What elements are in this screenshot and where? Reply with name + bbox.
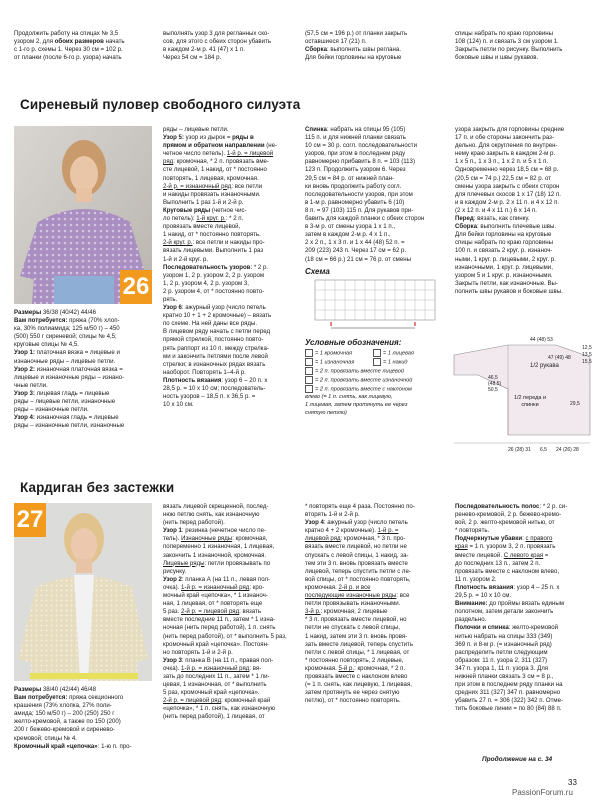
text-line: стрелки; в изнаночных рядах вязать <box>163 360 266 368</box>
text-line: ло петель): 1-й круг. р.: * 2 п. <box>163 215 244 223</box>
text-line: но повторять 1-й и 2-й р. <box>163 648 233 656</box>
text-line: закончить 1 изнаночной, кромочная. <box>163 551 267 559</box>
text-line: с 1-го р. схемы 1. Через 30 см = 102 р. <box>14 46 123 54</box>
text-line: Полочки и спинка: желто-кремовой <box>455 624 559 632</box>
top-col-3 <box>305 30 445 62</box>
text-line: * повторять еще 4 раза. Постоянно по- <box>305 503 415 510</box>
text-line: 29,5 р. = 10 х 10 см. <box>455 592 512 600</box>
text-line: петли провязывать изнаночными. <box>305 600 401 608</box>
text-line: 108 (124) п. и связать 3 см узором 1. <box>455 38 559 46</box>
text-line: вязать лицевыми. Выполнить 1 раз <box>163 247 264 255</box>
svg-text:15,5: 15,5 <box>582 359 592 365</box>
text-line: полотном, затем детали закончить <box>455 608 554 616</box>
top-col-1 <box>14 30 154 62</box>
text-line: очка). 1-й р. = изнаночный ряд: вя- <box>163 664 262 672</box>
text-line: крашения (73% хлопка, 27% поли- <box>14 702 112 710</box>
text-line: зать вместе лицевой, теперь спустить <box>305 640 414 648</box>
text-line: образом: 11 п. узора 2, 311 (327) <box>455 656 548 664</box>
text-line: 1 накид, от * постоянно повторять. <box>163 231 261 239</box>
text-line: затем протянуть ее через снятую <box>305 689 400 697</box>
text-line: вместе лицевой. С левого края = <box>455 551 549 559</box>
text-line: в каждом 2-м р. 41 (47) х 1 п. <box>163 46 245 54</box>
text-line: ряды – изнаночные петли. <box>14 406 89 414</box>
text-line: наоборот. Повторять 1–4-й р. <box>163 368 246 376</box>
text-line: для плечевых скосов 1 х 17 (18) 12 п. <box>455 190 561 198</box>
section-2-title: Кардиган без застежки <box>20 480 175 495</box>
text-line: Узор 3: планка В (на 11 п., правая пол- <box>163 656 274 664</box>
top-col-4 <box>455 30 595 62</box>
legend-title: Условные обозначения: <box>305 338 402 347</box>
svg-text:1/2 рукава: 1/2 рукава <box>530 363 559 369</box>
text-line: провязать вместе с наклоном влево, <box>455 567 560 575</box>
svg-text:(48,5): (48,5) <box>488 381 502 387</box>
text-line: 11 п. узором 2. <box>455 575 497 583</box>
svg-text:46,5: 46,5 <box>488 375 498 381</box>
text-line: Лицевые ряды: петли провязывать по <box>163 559 271 567</box>
text-line: цевая, 1 изнаночная, от * выполнить <box>163 681 267 689</box>
text-line: убавить 27 п. = 306 (322) 342 п. Отме- <box>455 697 564 705</box>
sec2-left-text <box>14 686 154 751</box>
text-line: (нить перед работой), 1 лицевая, от <box>163 713 265 721</box>
text-line: 100 п. и связать 2 круг. р. изнаноч- <box>455 247 553 255</box>
text-line: петлю), от * постоянно повторять. <box>305 697 401 705</box>
text-line: * 3 п. провязать вместе лицевой, но <box>305 616 407 624</box>
text-line: Через 54 см = 184 р. <box>163 54 222 62</box>
text-line: желто-кремовой, а также по 150 (200) <box>14 718 121 726</box>
sec1-col-4 <box>455 126 595 296</box>
text-line: (500) 550 г сиреневой; спицы № 4,5; <box>14 333 117 341</box>
text-line: Последовательность узоров: * 2 р. <box>163 263 269 271</box>
text-line: лицевой, теперь спустить петли с ле- <box>305 567 411 575</box>
text-line: 347 п. узора 1, 11 п. узора 3. Для <box>455 664 549 672</box>
text-line: нему краю закрыть в каждом 2-м р. <box>455 150 556 158</box>
text-line: тем эти 3 п. вновь провязать вместе <box>305 559 408 567</box>
text-line: кромочная. 5-й р.: кромочная, * 2 п. <box>305 664 406 672</box>
text-line: 1 х 5 п., 1 х 3 п., 1 х 2 п. и 5 х 1 п. <box>455 158 549 166</box>
text-line: спицы набрать по краю горловины <box>455 239 554 247</box>
pattern-diagram: 44 (48) 53 12,5 13,5 15,5 47 (49) 48 46,5 (48,5) 50,5 29,5 26 (28) 31 6,5 24 (26) 28 1/2 рукава 1/2 переда и спинки <box>448 335 596 453</box>
text-line: вместе последние 11 п., затем * 1 изна- <box>163 616 276 624</box>
text-line: от планки (после 6-го р. узора) начать <box>14 54 122 62</box>
text-line: зать до последних 11 п., затем * 1 ли- <box>163 672 270 680</box>
text-line: при этом в последнем ряду планки на <box>455 681 563 689</box>
text-line: ными, 1 круг. р. лицевыми, 2 круг. р. <box>455 255 556 263</box>
scheme-chart <box>305 276 445 334</box>
text-line: ряды – лицевые петли, изнаночные <box>14 398 116 406</box>
svg-text:24 (26) 28: 24 (26) 28 <box>556 447 579 453</box>
text-line: чные петли. <box>14 381 48 389</box>
text-line: Вам потребуется: пряжа секционного <box>14 694 124 702</box>
continued-note: Продолжение на с. 34 <box>482 756 553 763</box>
text-line: кратно 4 + 2 кромочные). 1-й р. = <box>305 527 399 535</box>
text-line: рять. <box>163 295 178 303</box>
text-line: Размеры 38/40 (42/44) 46/48 <box>14 686 97 693</box>
text-line: В лицевом ряду начать с петли перед <box>163 328 271 336</box>
text-line: вой, 2 р. желто-кремовой нитью, от <box>455 519 555 527</box>
text-line: ночная (нить перед работой), 1 п. снять <box>163 624 276 632</box>
text-line: (18 см = 66 р.) 21 см = 76 р. от смены <box>305 255 411 263</box>
text-line: затем в каждом 2-м р. 4 х 1 п., <box>305 231 391 239</box>
text-line: 17 п. и обе стороны закончить раз- <box>455 134 554 142</box>
text-line: Сборка: выполнить плечевые швы. <box>455 223 557 231</box>
text-line: оставшиеся 17 (21) п. <box>305 38 367 46</box>
text-line: «цепочка», * 1 п. снять, как изнаночную <box>163 705 276 713</box>
text-line: повторять, 1 лицевая, кромочная. <box>163 174 259 182</box>
text-line: * повторять. <box>455 527 490 535</box>
svg-text:13,5: 13,5 <box>582 352 592 358</box>
text-line: рисунку. <box>163 567 187 575</box>
text-line: кромочный край «цепочка». Постоян- <box>163 640 269 648</box>
text-line: узора закрыть для горловины средние <box>455 126 565 133</box>
text-line: Перед: вязать, как спинку. <box>455 215 530 223</box>
text-line: провязать вместе с наклоном влево <box>305 672 408 680</box>
text-line: ка, 30% полиамида; 125 м/50 г) – 450 <box>14 325 120 333</box>
sec1-left-text <box>14 309 154 430</box>
text-line: Круговые ряды (четное чис- <box>163 206 247 214</box>
text-line: 10 х 10 см. <box>163 401 194 409</box>
text-line: 123 п. Продолжить узором 6. Через <box>305 166 406 174</box>
text-line: кремовой; спицы № 4. <box>14 734 77 742</box>
text-line: тить боковые линии = по 80 (84) 88 п. <box>455 705 562 713</box>
text-line: ная, 1 лицевая, от * повторять еще <box>163 600 263 608</box>
text-line: 1-й и 2-й круг. р. <box>163 255 209 263</box>
text-line: 5 раз, кромочный край «цепочка». <box>163 689 260 697</box>
svg-text:50,5: 50,5 <box>488 387 498 393</box>
text-line: спицы набрать по краю горловины <box>455 30 554 37</box>
text-line: четное число петель). 1-й р. = лицевой <box>163 150 274 158</box>
text-line: рять раппорт из 10 п. между стрелка- <box>163 344 269 352</box>
text-line: Узор 6: ажурный узор (число петель <box>163 304 266 312</box>
text-line: раздельно. <box>455 616 487 624</box>
text-line: и накиды провязать изнаночными. <box>163 190 261 198</box>
svg-text:47 (49) 48: 47 (49) 48 <box>548 355 571 361</box>
text-line: до последних 13 п., затем 2 п. <box>455 559 541 567</box>
text-line: смены узора закрыть с обеих сторон <box>455 182 560 190</box>
text-line: узоров, при этом в последнем ряду <box>305 150 406 158</box>
text-line: (нить перед работой), от * выполнить 5 раз, <box>163 632 287 640</box>
text-line: Размеры 36/38 (40/42) 44/46 <box>14 309 97 316</box>
text-line: 2 х 2 п., 1 х 3 п. и 1 х 44 (48) 52 п. = <box>305 239 405 247</box>
text-line: амида; 150 м/50 г) – 200 (250) 250 г <box>14 710 115 718</box>
text-line: Внимание: до проймы вязать единым <box>455 600 564 608</box>
text-line: средних 311 (327) 347 п. равномерно <box>455 689 561 697</box>
text-line: боковые швы и швы рукавов. <box>455 54 539 62</box>
text-line: последовательности узоров, при этом <box>305 190 413 198</box>
text-line: 369 п. и 8-м р. (= изнаночный ряд) <box>455 640 552 648</box>
text-line: Для бейки горловины на круговые <box>305 54 402 62</box>
text-line: ряд: кромочная, * 2 п. провязать вме- <box>163 158 269 166</box>
svg-text:26 (28) 31: 26 (28) 31 <box>508 447 531 453</box>
text-line: дельно. Для округления по внутрен- <box>455 142 558 150</box>
text-line: и в каждом 2-м р. 2 х 11 п. и 4 х 12 п. <box>455 198 560 206</box>
text-line: ренево-кремовой, 2 р. бежево-кремо- <box>455 511 562 519</box>
text-line: края = 1 п. узором 3, 2 п. провязать <box>455 543 556 551</box>
text-line: очка). 1-й р. = изнаночный ряд: кро- <box>163 583 265 591</box>
site-watermark: PassionForum.ru <box>512 788 573 797</box>
top-col-2 <box>163 30 303 62</box>
text-line: нижней планки связать 3 см = 8 р., <box>455 672 554 680</box>
text-line: Для бейки горловины на круговые <box>455 231 552 239</box>
text-line: (2 х 12 п. и 4 х 11 п.) 6 х 14 п. <box>455 206 537 214</box>
text-line: Спинка: набрать на спицы 95 (105) <box>305 126 406 133</box>
text-line: 209 (223) 243 п. Через 17 см = 62 р. <box>305 247 407 255</box>
text-line: Узор 1: резинка (нечетное число пе- <box>163 527 267 535</box>
text-line: (= 1 п. снять, как лицевую, 1 лицевая, <box>305 681 412 689</box>
text-line: последующие изнаночные ряды: все <box>305 592 410 600</box>
text-line: тель). Изнаночные ряды: кромочная, <box>163 535 268 543</box>
text-line: Плотность вязания: узор 4 – 25 п. х <box>455 583 560 591</box>
sec1-col-2 <box>163 126 303 409</box>
text-line: Плотность вязания: узор 6 – 20 п. х <box>163 376 268 384</box>
scheme-label: Схема <box>305 267 330 276</box>
text-line: Узор 2: планка А (на 11 п., левая пол- <box>163 575 271 583</box>
text-line: 115 п. и для нижней планки связать <box>305 134 406 142</box>
text-line: прямом и обратном направлении (не- <box>163 142 278 150</box>
text-line: в 1-м р. равномерно убавить 6 (10) <box>305 198 405 206</box>
text-line: 10 см = 30 р. согл. последовательности <box>305 142 417 150</box>
text-line: (нить перед работой). <box>163 519 225 527</box>
text-line: 29,5 см = 84 р. от нижней план- <box>305 174 395 182</box>
text-line: Последовательность полос: * 2 р. си- <box>455 503 568 510</box>
text-line: нюю петлю снять, как изнаночную <box>163 511 260 519</box>
text-line: петли не спускать с левой спицы, <box>305 624 400 632</box>
text-line: петли с левой спицы, * 1 лицевая, от <box>305 648 410 656</box>
text-line: прямой стрелкой, постоянно повто- <box>163 336 264 344</box>
text-line: Узор 3: лицевая гладь = лицевые <box>14 389 110 397</box>
text-line: кратно 10 + 1 + 2 кромочные) – вязать <box>163 312 272 320</box>
text-line: Кромочный край «цепочка»: 1-ю п. про- <box>14 742 132 750</box>
text-line: вой спицы, от * постоянно повторять, <box>305 575 411 583</box>
text-line: Одновременно через 18,5 см = 68 р. <box>455 166 559 174</box>
text-line: Закрыть петли, как изнаночные. Вы- <box>455 279 558 287</box>
text-line: узором 2, для обоих размеров начать <box>14 38 125 46</box>
svg-text:12,5: 12,5 <box>582 345 592 351</box>
model-number-27: 27 <box>14 503 46 537</box>
text-line: 1 накид, затем эти 3 п. вновь провя- <box>305 632 408 640</box>
text-line: выполнять узор 3 для регланных ско- <box>163 30 270 37</box>
text-line: кромочная. 2-й р. и все <box>305 583 371 591</box>
text-line: 2 р. узором 4, от * постоянно повто- <box>163 287 265 295</box>
svg-text:6,5: 6,5 <box>540 447 547 453</box>
text-line: по схеме. На ней даны все ряды. <box>163 320 258 328</box>
svg-text:29,5: 29,5 <box>570 401 580 407</box>
text-line: бавить для каждой планки с обеих сторон <box>305 215 425 223</box>
text-line: Выполнить 1 раз 1-й и 2-й р. <box>163 198 244 206</box>
text-line: в 3-м р. от смены узора 1 х 1 п., <box>305 223 396 231</box>
text-line: (20,5 см = 74 р.) 22,5 см = 82 р. от <box>455 174 552 182</box>
text-line: сте лицевой, 1 накид, от * постоянно <box>163 166 267 174</box>
text-line: вторять 1-й и 2-й р. <box>305 511 360 519</box>
svg-text:44 (48) 53: 44 (48) 53 <box>530 337 553 343</box>
text-line: Узор 5: узор из дырок = ряды в <box>163 134 254 142</box>
text-line: Узор 4: ажурный узор (число петель <box>305 519 408 527</box>
sec2-col-3 <box>305 503 445 705</box>
text-line: спускать с левой спицы, 1 накид, за- <box>305 551 409 559</box>
text-line: * постоянно повторять, 2 лицевые, <box>305 656 404 664</box>
text-line: лицевой ряд: кромочная, * 3 п. про- <box>305 535 406 543</box>
text-line: провязать вместе лицевой, <box>163 223 241 231</box>
text-line: 2-й круг. р.: все петли и накиды про- <box>163 239 265 247</box>
text-line: узором 1, 2 р. узором 2, 2 р. узором <box>163 271 265 279</box>
sec2-col-2 <box>163 503 303 722</box>
text-line: равномерно прибавить 8 п. = 103 (113) <box>305 158 415 166</box>
text-line: вязать лицевой скрещенной, послед- <box>163 503 269 510</box>
text-line: ми и закончить петлями после левой <box>163 352 268 360</box>
text-line: круговые спицы № 4,5. <box>14 341 79 349</box>
text-line: Вам потребуется: пряжа (70% хлоп- <box>14 317 120 325</box>
text-line: Узор 2: изнаночная платочная вязка = <box>14 365 123 373</box>
text-line: ряды – лицевые петли. <box>163 126 229 133</box>
text-line: полнить швы рукавов и боковые швы. <box>455 287 563 295</box>
text-line: (57,5 см = 196 р.) от планки закрыть <box>305 30 408 37</box>
text-line: 2-й р. = лицевой ряд: кромочный край <box>163 697 271 705</box>
text-line: Узор 4: изнаночная гладь = лицевые <box>14 414 119 422</box>
text-line: 200 г бежево-кремовой и сиренево- <box>14 726 115 734</box>
sec2-col-4 <box>455 503 595 713</box>
text-line: лицевые и изнаночные ряды – изнано- <box>14 373 125 381</box>
sec1-col-3 <box>305 126 445 264</box>
text-line: Узор 1: платочная вязка = лицевые и <box>14 349 120 357</box>
text-line: изнаночные ряды – лицевые петли. <box>14 357 116 365</box>
text-line: узором 5 и 1 круг. р. изнаночными. <box>455 271 553 279</box>
text-line: 1, 2 р. узором 4, 2 р. узором 3, <box>163 279 249 287</box>
text-line: вязать вместе лицевой, но петли не <box>305 543 407 551</box>
text-line: 28,5 р. = 10 х 10 см; последователь- <box>163 385 266 392</box>
text-line: 5 раз. 2-й р. = лицевой ряд: вязать <box>163 608 262 616</box>
text-line: 8 п. = 97 (103) 115 п. Для рукавов при- <box>305 206 414 214</box>
text-line: мочный край «цепочка», * 1 изнаноч- <box>163 592 268 600</box>
text-line: изнаночными, 1 круг. р. лицевыми, <box>455 263 553 271</box>
model-number-26: 26 <box>120 270 152 304</box>
text-line: 3-й р.: кромочная, 2 лицевые <box>305 608 388 616</box>
text-line: распределить петли следующим <box>455 648 548 656</box>
text-line: ряды – изнаночные петли, изнаночные <box>14 422 125 430</box>
text-line: ки вновь продолжить работу согл. <box>305 182 402 190</box>
text-line: Продолжить работу на спицах № 3,5 <box>14 30 119 37</box>
legend: = 1 кромочная = 1 лицевая = 1 изнаночная = 1 накид = 2 п. провязать вместе лицевой = 2 п. провязать вместе изнаночной = 2 п. провязать вместе с наклоном влево (= 1 п. снять, как лицевую, 1 лицевая, затем протянуть ее через снятую петлю) <box>305 350 414 416</box>
text-line: 2-й р. = изнаночный ряд: все петли <box>163 182 263 190</box>
text-line: попеременно 1 изнаночная, 1 лицевая, <box>163 543 275 551</box>
text-line: нитью набрать на спицы 333 (349) <box>455 632 553 640</box>
text-line: Сборка: выполнить швы реглана. <box>305 46 401 54</box>
text-line: Подчеркнутые убавки: с правого <box>455 535 553 543</box>
text-line: ность узоров – 18,5 п. х 36,5 р. = <box>163 393 256 401</box>
text-line: сов, для этого с обеих сторон убавить <box>163 38 272 46</box>
text-line: Закрыть петли по рисунку. Выполнить <box>455 46 563 54</box>
section-1-title: Сиреневый пуловер свободного силуэта <box>20 97 301 112</box>
page-number: 33 <box>568 778 577 787</box>
